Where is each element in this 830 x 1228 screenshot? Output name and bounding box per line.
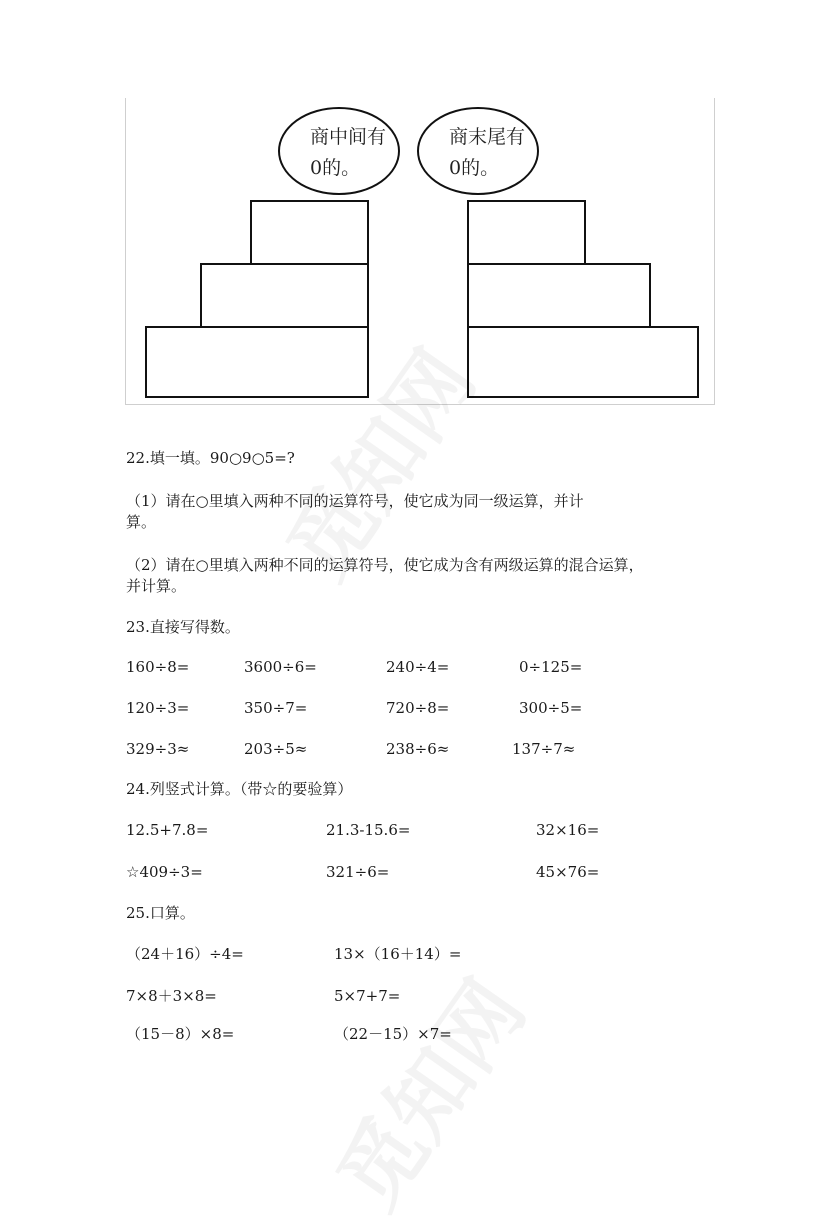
q23-item: 238÷6≈ [386, 740, 450, 758]
q23-item: 240÷4= [386, 658, 450, 676]
q24-title: 24.列竖式计算。（带☆的要验算） [126, 780, 353, 798]
q25-item: 7×8＋3×8= [126, 987, 217, 1005]
q22-part1-line2: 算。 [126, 513, 157, 531]
q24-item: ☆409÷3= [126, 863, 203, 881]
q25-item: 5×7+7= [334, 987, 401, 1005]
q23-item: 160÷8= [126, 658, 190, 676]
left-block-bottom [146, 327, 368, 397]
q22-part2-line1: （2）请在○里填入两种不同的运算符号，使它成为含有两级运算的混合运算， [126, 556, 644, 574]
stepped-blocks-diagram [126, 98, 716, 405]
q22-title: 22.填一填。90○9○5=? [126, 449, 295, 467]
q23-item: 300÷5= [519, 699, 583, 717]
left-block-top [251, 201, 368, 264]
q25-item: 13×（16＋14）= [334, 945, 462, 963]
q22-part1-line1: （1）请在○里填入两种不同的运算符号，使它成为同一级运算，并计 [126, 492, 584, 510]
q25-item: （15－8）×8= [126, 1025, 235, 1043]
q24-item: 12.5+7.8= [126, 821, 209, 839]
q24-item: 32×16= [536, 821, 600, 839]
q24-item: 321÷6= [326, 863, 390, 881]
q22-part2-line2: 并计算。 [126, 577, 187, 595]
right-block-middle [468, 264, 650, 327]
quotient-zero-figure [125, 98, 715, 405]
left-bubble-line2: 0的。 [310, 157, 361, 179]
left-block-middle [201, 264, 368, 327]
q23-item: 720÷8= [386, 699, 450, 717]
right-block-top [468, 201, 585, 264]
q23-item: 329÷3≈ [126, 740, 190, 758]
q25-item: （22－15）×7= [334, 1025, 452, 1043]
q23-item: 350÷7= [244, 699, 308, 717]
q23-item: 3600÷6= [244, 658, 317, 676]
q23-item: 203÷5≈ [244, 740, 308, 758]
q24-item: 21.3-15.6= [326, 821, 411, 839]
q25-title: 25.口算。 [126, 904, 195, 922]
q24-item: 45×76= [536, 863, 600, 881]
q23-title: 23.直接写得数。 [126, 618, 240, 636]
left-bubble-line1: 商中间有 [310, 126, 387, 148]
right-bubble-line1: 商末尾有 [449, 126, 526, 148]
q23-item: 137÷7≈ [512, 740, 576, 758]
q23-item: 120÷3= [126, 699, 190, 717]
q23-item: 0÷125= [519, 658, 583, 676]
right-block-bottom [468, 327, 698, 397]
right-bubble-line2: 0的。 [449, 157, 500, 179]
q25-item: （24＋16）÷4= [126, 945, 244, 963]
